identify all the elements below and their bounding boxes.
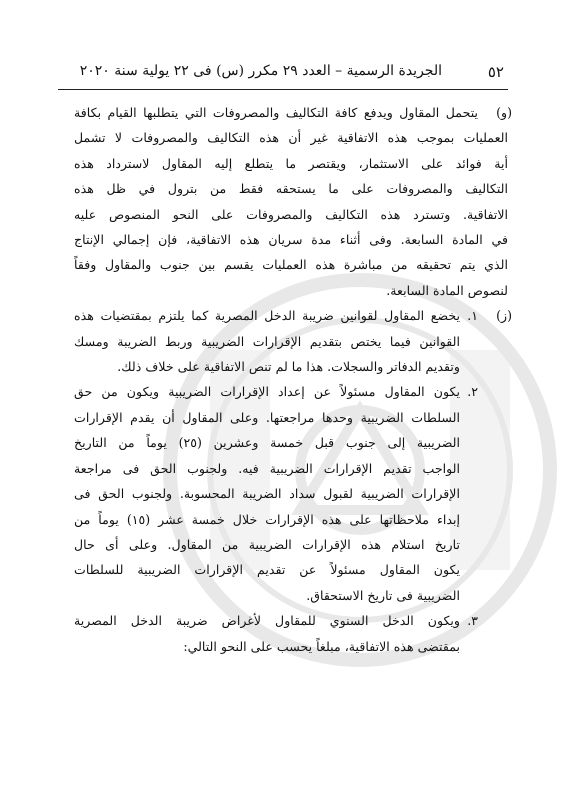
text-line: تاريخ استلام هذه الإقرارات الضريبية من المقاول. وعلى أى حال <box>74 536 460 552</box>
item-number: ٢. <box>467 384 478 400</box>
clause-zay <box>74 303 512 659</box>
item-text <box>74 608 460 659</box>
text-line: لنصوص المادة السابعة. <box>386 282 508 298</box>
text-line: يكون المقاول مسئولاً عن تقديم الإقرارات الضريبية للسلطات <box>74 562 460 578</box>
text-line: السلطات الضريبية وحدها مراجعتها. وعلى المقاول أن يقدم الإقرارات <box>74 409 460 425</box>
text-line: بمقتضى هذه الاتفاقية، مبلغاً يحسب على النحو التالي: <box>183 638 460 654</box>
text-line: يخضع المقاول لقوانين ضريبة الدخل المصرية كما يلتزم بمقتضيات هذه <box>74 308 460 324</box>
clause-marker: (ز) <box>496 308 512 324</box>
text-line: القوانين فيما يختص بتقديم الإقرارات الضريبية وربط الضريبة ومسك <box>74 333 460 349</box>
article-body <box>74 100 512 659</box>
header-rule <box>58 89 508 90</box>
text-line: وتقديم الدفاتر والسجلات. هذا ما لم تنص الاتفاقية على خلاف ذلك. <box>117 359 460 375</box>
text-line: في المادة السابعة. وفى أثناء مدة سريان هذه الاتفاقية، فإن إجمالي الإنتاج <box>74 232 508 248</box>
text-line: الضريبية فى تاريخ الاستحقاق. <box>306 587 460 603</box>
list-item <box>74 379 478 608</box>
text-line: يتحمل المقاول ويدفع كافة التكاليف والمصروفات التي يتطلبها القيام بكافة <box>74 105 478 120</box>
page-header <box>60 63 504 85</box>
text-line: الذي يتم تحقيقه من مباشرة هذه العمليات يقسم بين جنوب والمقاول وفقاً <box>74 257 508 273</box>
text-line: أية فوائد على الاستثمار، ويقتصر ما يتطلع إليه المقاول لاسترداد هذه <box>74 155 508 171</box>
text-line: الاتفاقية. وتسترد هذه التكاليف والمصروفات على النحو المنصوص عليه <box>74 206 508 222</box>
running-title: الجريدة الرسمية – العدد ٢٩ مكرر (س) فى ٢٢ يولية سنة ٢٠٢٠ <box>79 63 442 79</box>
clause-text <box>74 100 508 303</box>
page-number: ٥٢ <box>487 63 504 81</box>
item-text <box>74 379 460 608</box>
text-line: العمليات بموجب هذه الاتفاقية غير أن هذه التكاليف والمصروفات لا تشمل <box>74 130 508 146</box>
clause-marker: (و) <box>496 105 512 120</box>
item-text <box>74 303 460 379</box>
list-item <box>74 303 478 379</box>
text-line: ويكون الدخل السنوي للمقاول لأغراض ضريبة الدخل المصرية <box>74 613 460 629</box>
text-line: الإقرارات الضريبية لقبول سداد الضريبة المحسوبة. ولجنوب الحق فى <box>74 486 460 502</box>
text-line: التكاليف والمصروفات على ما يستحقه فقط من بترول في ظل هذه <box>74 181 508 197</box>
text-line: الواجب تقديم الإقرارات الضريبية فيه. ولجنوب الحق فى مراجعة <box>74 460 460 476</box>
clause-waw <box>74 100 512 303</box>
text-line: الضريبية إلى جنوب قبل خمسة وعشرين (٢٥) يوماً من التاريخ <box>74 435 460 451</box>
list-item <box>74 608 478 659</box>
text-line: إبداء ملاحظاتها على هذه الإقرارات خلال خمسة عشر (١٥) يوماً من <box>74 511 460 527</box>
item-number: ٣. <box>467 613 478 629</box>
text-line: يكون المقاول مسئولاً عن إعداد الإقرارات الضريبية ويكون من حق <box>74 384 460 400</box>
item-number: ١. <box>467 308 478 324</box>
